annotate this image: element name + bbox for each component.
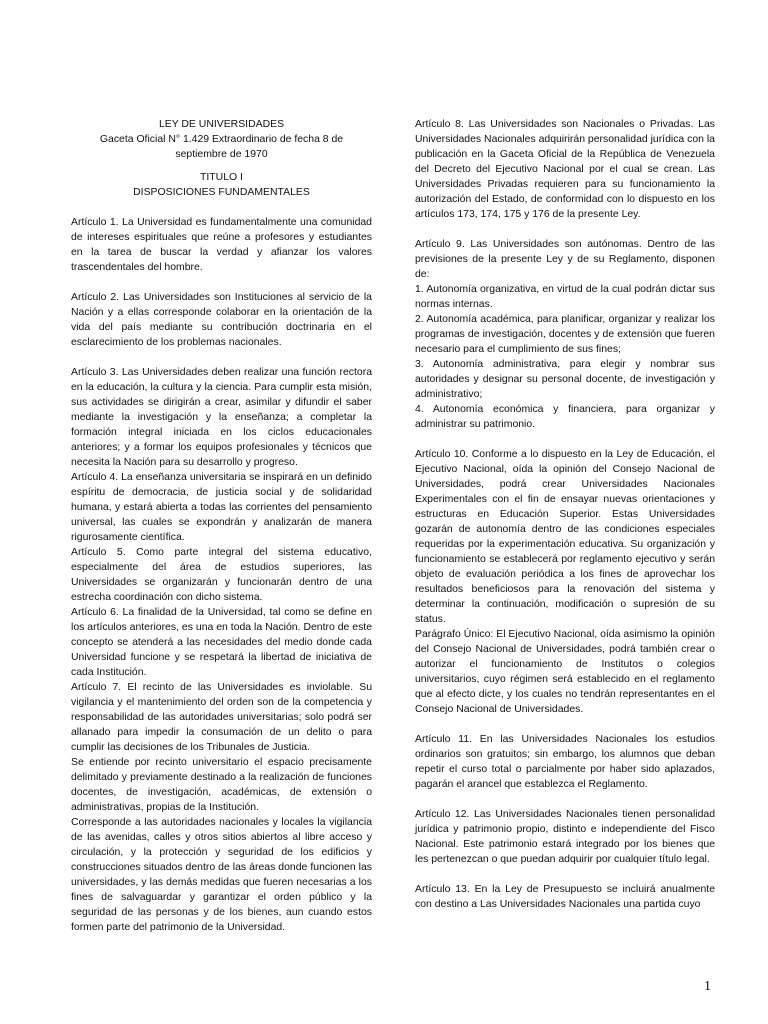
articulo-10: Artículo 10. Conforme a lo dispuesto en la Ley de Educación, el Ejecutivo Nacional, oída la opinión del Consejo Nacional de Universidades, podrá crear Universidades Nacionales Experimentales con el fin de ensayar nuevas orientaciones y estructuras en Educación Superior. Estas Universidades gozarán de autonomía dentro de las condiciones especiales requeridas por la experimentación educativa. Su organización y funcionamiento se establecerá por reglamento ejecutivo y serán objeto de evaluación periódica a los fines de aprovechar los resultados beneficiosos para la renovación del sistema y determinar la continuación, modificación o supresión de su status. xyxy=(415,449,715,625)
articulo-4: Artículo 4. La enseñanza universitaria se inspirará en un definido espíritu de democracia, de justicia social y de solidaridad humana, y estará abierta a todas las corrientes del pensamiento universal, las cuales se expondrán y analizarán de manera rigurosamente científica. xyxy=(71,472,372,543)
articulo-13: Artículo 13. En la Ley de Presupuesto se incluirá anualmente con destino a Las Universidades Nacionales una partida cuyo xyxy=(415,884,715,910)
articulo-7-paragraph-2: Se entiende por recinto universitario el espacio precisamente delimitado y previamente destinado a la realización de funciones docentes, de investigación, académicas, de extensión o administrativas, propias de la Institución. xyxy=(71,757,372,813)
articulo-6: Artículo 6. La finalidad de la Universidad, tal como se define en los artículos anteriores, es una en toda la Nación. Dentro de este concepto se atenderá a las necesidades del medio donde cada Universidad funcione y se respetará la libertad de iniciativa de cada Institución. xyxy=(71,607,372,678)
articulo-9-item-4: 4. Autonomía económica y financiera, para organizar y administrar su patrimonio. xyxy=(415,404,715,430)
articulo-2: Artículo 2. Las Universidades son Instituciones al servicio de la Nación y a ellas corresponde colaborar en la orientación de la vida del país mediante su contribución doctrinaria en el esclarecimiento de los problemas nacionales. xyxy=(71,292,372,348)
gazette-line-2: septiembre de 1970 xyxy=(175,149,268,160)
articulo-9-item-3: 3. Autonomía administrativa, para elegir y nombrar sus autoridades y designar su personal docente, de investigación y administrativo; xyxy=(415,359,715,400)
articulo-7: Artículo 7. El recinto de las Universidades es inviolable. Su vigilancia y el mantenimiento del orden son de la competencia y responsabilidad de las autoridades universitarias; solo podrá ser allanado para impedir la consumación de un delito o para cumplir las decisiones de los Tribunales de Justicia. xyxy=(71,682,372,753)
gazette-line-1: Gaceta Oficial N° 1.429 Extraordinario de fecha 8 de xyxy=(99,134,344,145)
articulo-12: Artículo 12. Las Universidades Nacionales tienen personalidad jurídica y patrimonio propio, distinto e independiente del Fisco Nacional. Este patrimonio estará integrado por los bienes que les pertenezcan o que puedan adquirir por cualquier título legal. xyxy=(415,809,715,865)
titulo-heading: TITULO I xyxy=(200,172,243,183)
articulo-9-item-1: 1. Autonomía organizativa, en virtud de la cual podrán dictar sus normas internas. xyxy=(415,284,715,310)
law-title: LEY DE UNIVERSIDADES xyxy=(158,119,285,130)
articulo-7-paragraph-3: Corresponde a las autoridades nacionales y locales la vigilancia de las avenidas, calles y otros sitios abiertos al libre acceso y circulación, y la protección y seguridad de los edificios y construcciones situados dentro de las áreas donde funcionen las universidades, y las demás medidas que fueren necesarias a los fines de salvaguardar y garantizar el orden público y la seguridad de las personas y de los bienes, aun cuando estos formen parte del patrimonio de la Universidad. xyxy=(71,817,372,933)
articulo-5: Artículo 5. Como parte integral del sistema educativo, especialmente del área de estudios superiores, las Universidades se organizarán y funcionarán dentro de una estrecha coordinación con dicho sistema. xyxy=(71,547,372,603)
articulo-3: Artículo 3. Las Universidades deben realizar una función rectora en la educación, la cultura y la ciencia. Para cumplir esta misión, sus actividades se dirigirán a crear, asimilar y difundir el saber mediante la investigación y la enseñanza; a completar la formación integral iniciada en los ciclos educacionales anteriores; y a formar los equipos profesionales y técnicos que necesita la Nación para su desarrollo y progreso. xyxy=(71,367,372,468)
left-column xyxy=(71,117,372,935)
articulo-1: Artículo 1. La Universidad es fundamentalmente una comunidad de intereses espirituales que reúne a profesores y estudiantes en la tarea de buscar la verdad y afianzar los valores trascendentales del hombre. xyxy=(71,217,372,273)
titulo-name: DISPOSICIONES FUNDAMENTALES xyxy=(133,187,310,198)
articulo-9: Artículo 9. Las Universidades son autónomas. Dentro de las previsiones de la presente Ley y de su Reglamento, disponen de: xyxy=(415,239,715,280)
articulo-11: Artículo 11. En las Universidades Nacionales los estudios ordinarios son gratuitos; sin embargo, los alumnos que deban repetir el curso total o parcialmente por haber sido aplazados, pagarán el arancel que establezca el Reglamento. xyxy=(415,734,715,790)
articulo-9-item-2: 2. Autonomía académica, para planificar, organizar y realizar los programas de investigación, docentes y de extensión que fueren necesario para el cumplimiento de sus fines; xyxy=(415,314,715,355)
right-column xyxy=(415,117,715,912)
page-number: 1 xyxy=(704,979,711,994)
articulo-8: Artículo 8. Las Universidades son Nacionales o Privadas. Las Universidades Nacionales adquirirán personalidad jurídica con la publicación en la Gaceta Oficial de la República de Venezuela del Decreto del Ejecutivo Nacional por el cual se crean. Las Universidades Privadas requieren para su funcionamiento la autorización del Estado, de conformidad con lo dispuesto en los artículos 173, 174, 175 y 176 de la presente Ley. xyxy=(415,119,715,220)
paragrafo-unico: Parágrafo Único: El Ejecutivo Nacional, oída asimismo la opinión del Consejo Nacional de Universidades, podrá también crear o autorizar el funcionamiento de Institutos o colegios universitarios, cuyo régimen será establecido en el reglamento que al efecto dicte, y los cuales no tendrán representantes en el Consejo Nacional de Universidades. xyxy=(415,629,715,715)
